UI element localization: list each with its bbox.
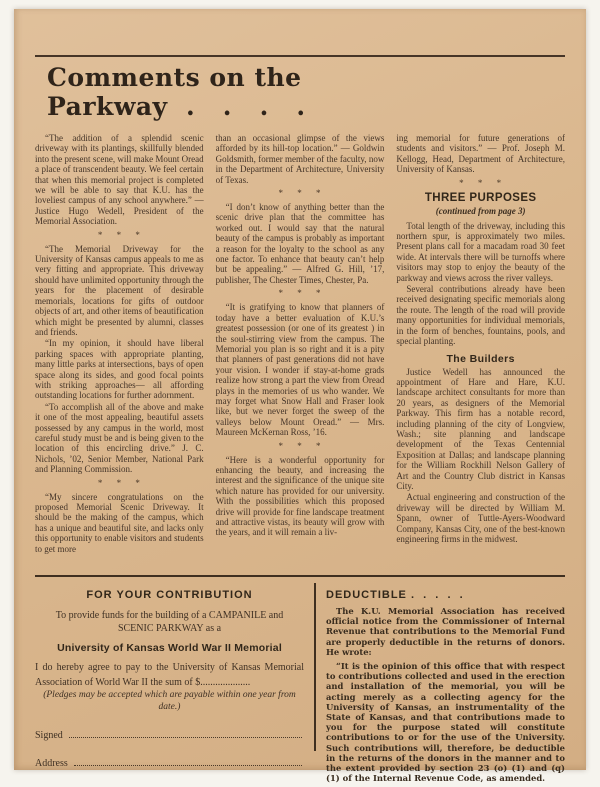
pledge-note: (Pledges may be accepted which are payable within one year from date.) [43, 690, 296, 712]
section-separator: * * * [97, 229, 141, 240]
address-fill-line [74, 764, 302, 766]
quote-ross: “It is gratifying to know that planners of today have a better evaluation of K.U.’s greatest possession (or one of its greatest ) in the soul-stirring view from the campus. The Memorial you plan is so right and it is a pity that planners of past generations did not have your vision. I wonder if stay-at-home grads realize how strong a part the view from Oread plays in the memories of us who wander. We may forget what Snow Hall and Fraser look like, but we never forget the sweep of the valleys below Mount Oread.” — Mrs. Maureen McKernan Ross, ’16. [215, 302, 385, 438]
bottom-section-rule [35, 575, 565, 577]
page-title: Comments on the Parkway . . . . [47, 63, 306, 121]
pledge-text [35, 660, 304, 690]
quote-kellogg-start: “Here is a wonderful opportunity for enhancing the beauty, and increasing the interest and the significance of the unique site which nature has provided for our university. With the possibilities which this proposed drive will provide for fine landscape treatment and attractive vistas, its beauty will grow with the years, and it will remain a liv- [215, 454, 385, 538]
hare-and-hare-paragraph: Justice Wedell has announced the appointment of Hare and Hare, K.U. landscape architect consultants for more than 20 years, as designers of the Memorial Parkway. This firm has a notable record, including planning of the city of Longview, Wash.; site planning and landscape development of the Texas Centennial Exposition at Dallas; and landscape planning for the William Rockhill Nelson Gallery of Art and the Country Club district in Kansas City. [396, 366, 565, 491]
pledge-sentence: I do hereby agree to pay to the University of Kansas Memorial Association of World War II the sum of $ [35, 662, 304, 688]
continued-from-note: (continued from page 3) [435, 205, 526, 216]
section-separator: * * * [459, 177, 503, 188]
builders-heading: The Builders [446, 352, 515, 365]
quote-goldsmith-end: than an occasional glimpse of the views afforded by its hill-top location.” — Goldwin Goldsmith, former member of the faculty, now in the Department of Architecture, University of Texas. [215, 133, 385, 185]
column-2 [216, 133, 385, 569]
three-purposes-heading: THREE PURPOSES [424, 191, 537, 204]
signed-label: Signed [35, 730, 63, 741]
quote-congratulations-start: “My sincere congratulations on the proposed Memorial Scenic Driveway. It should be the making of the campus, which has a unique and beautiful site, and lacks only this opportunity to enable visitors and students to get more [35, 491, 204, 554]
quote-memorial-driveway: “The Memorial Driveway for the University of Kansas campus appeals to me as very fitting and appropriate. This driveway should have unlimited opportunity through the years for the placement of desirable memorials, locations for gifts of outdoor objects of art, and other items of beautification which might be presented by alumni, classes and friends. [35, 243, 204, 337]
deductible-heading: DEDUCTIBLE . . . . . [326, 589, 464, 601]
quote-wedell: “The addition of a splendid scenic driveway with its plantings, skillfully blended into the present scene, will make Mount Oread a place of transcendent beauty. We feel certain that when this memorial project is completed we will be able to say that K.U. has the loveliest campus of any school anywhere.” — Justice Hugo Wedell, President of the Memorial Association. [35, 133, 204, 227]
deductible-section [326, 581, 565, 787]
column-1 [35, 133, 204, 569]
article-columns [35, 133, 565, 569]
address-row [35, 758, 304, 769]
bottom-vertical-divider [314, 583, 316, 751]
memorial-title: University of Kansas World War II Memorial [57, 642, 282, 654]
quote-hill: “I don’t know of anything better than the scenic drive plan that the committee has worked out. I would say that the natural beauty of the campus is probably as important a reason for the loyalty to the school as any one factor. To enhance that beauty can’t help but be appealing.” — Alfred G. Hill, ’17, publisher, The Chester Times, Chester, Pa. [215, 202, 385, 285]
signed-row [35, 730, 304, 741]
signed-fill-line [69, 736, 302, 738]
driveway-length-paragraph: Total length of the driveway, including this northern spur, is approximately two miles. Present plans call for a macadam road 30 feet wide. At intervals there will be turnoffs where visitors may stop to enjoy the beauty of the parkway and views across the river valleys. [396, 220, 565, 283]
quote-parking: “In my opinion, it should have liberal parking spaces with appropriate planting, many little parks at intersections, bays of open space along its sides, and good focal points with striking approaches— all affording outstanding locations for further adornment. [35, 338, 204, 401]
deductible-opinion-paragraph: “It is the opinion of this office that with respect to contributions collected and used in the erection and installation of the memorial, you will be acting merely as a collecting agency for the University of Kansas, an instrumentality of the State of Kansas, and that contributions made to you for the purpose stated will constitute contributions to or for the use of the University. Such contributions will, therefore, be deductible in the returns of the donors in the manner and to the extent provided by section 23 (o) (1) and (q) (1) of the Internal Revenue Code, as amended. [326, 661, 565, 784]
contribution-form [35, 581, 310, 787]
sum-fill-line: .................... [200, 677, 251, 688]
section-separator: * * * [278, 440, 322, 451]
section-separator: * * * [278, 288, 322, 299]
contribution-intro-line-2: SCENIC PARKWAY as a [117, 623, 222, 634]
title-rule [35, 55, 565, 57]
quote-nichols: “To accomplish all of the above and make it one of the most appealing, beautiful assets possessed by any campus in the world, most careful study must be and is being given to the location of this encircling drive.” J. C. Nichols, ’02, Senior Member, National Park and Planning Commission. [35, 401, 204, 475]
newsletter-page [14, 9, 586, 784]
spann-paragraph: Actual engineering and construction of the driveway will be directed by William M. Spann, owner of Tuttle-Ayers-Woodward Company, Kansas City, one of the best-known engineering firms in the midwest. [396, 492, 565, 544]
contributions-paragraph: Several contributions already have been received designating specific memorials along the route. The length of the road will provide many opportunities for individual memorials, in the form of benches, fountains, pools, and special planting. [396, 284, 565, 347]
section-separator: * * * [278, 188, 322, 199]
deductible-notice-paragraph: The K.U. Memorial Association has received official notice from the Commissioner of Internal Revenue that contributions to the Memorial Fund are properly deductible in the returns of donors. He wrote: [326, 606, 565, 657]
contribution-heading: FOR YOUR CONTRIBUTION [86, 589, 253, 601]
section-separator: * * * [97, 477, 141, 488]
column-3 [396, 133, 565, 569]
address-label: Address [35, 758, 68, 769]
contribution-intro-line-1: To provide funds for the building of a CAMPANILE and [55, 610, 284, 621]
bottom-section [35, 581, 565, 787]
quote-kellogg-end: ing memorial for future generations of students and visitors.” — Prof. Joseph M. Kellogg, Head, Department of Architecture, University of Kansas. [396, 133, 565, 175]
